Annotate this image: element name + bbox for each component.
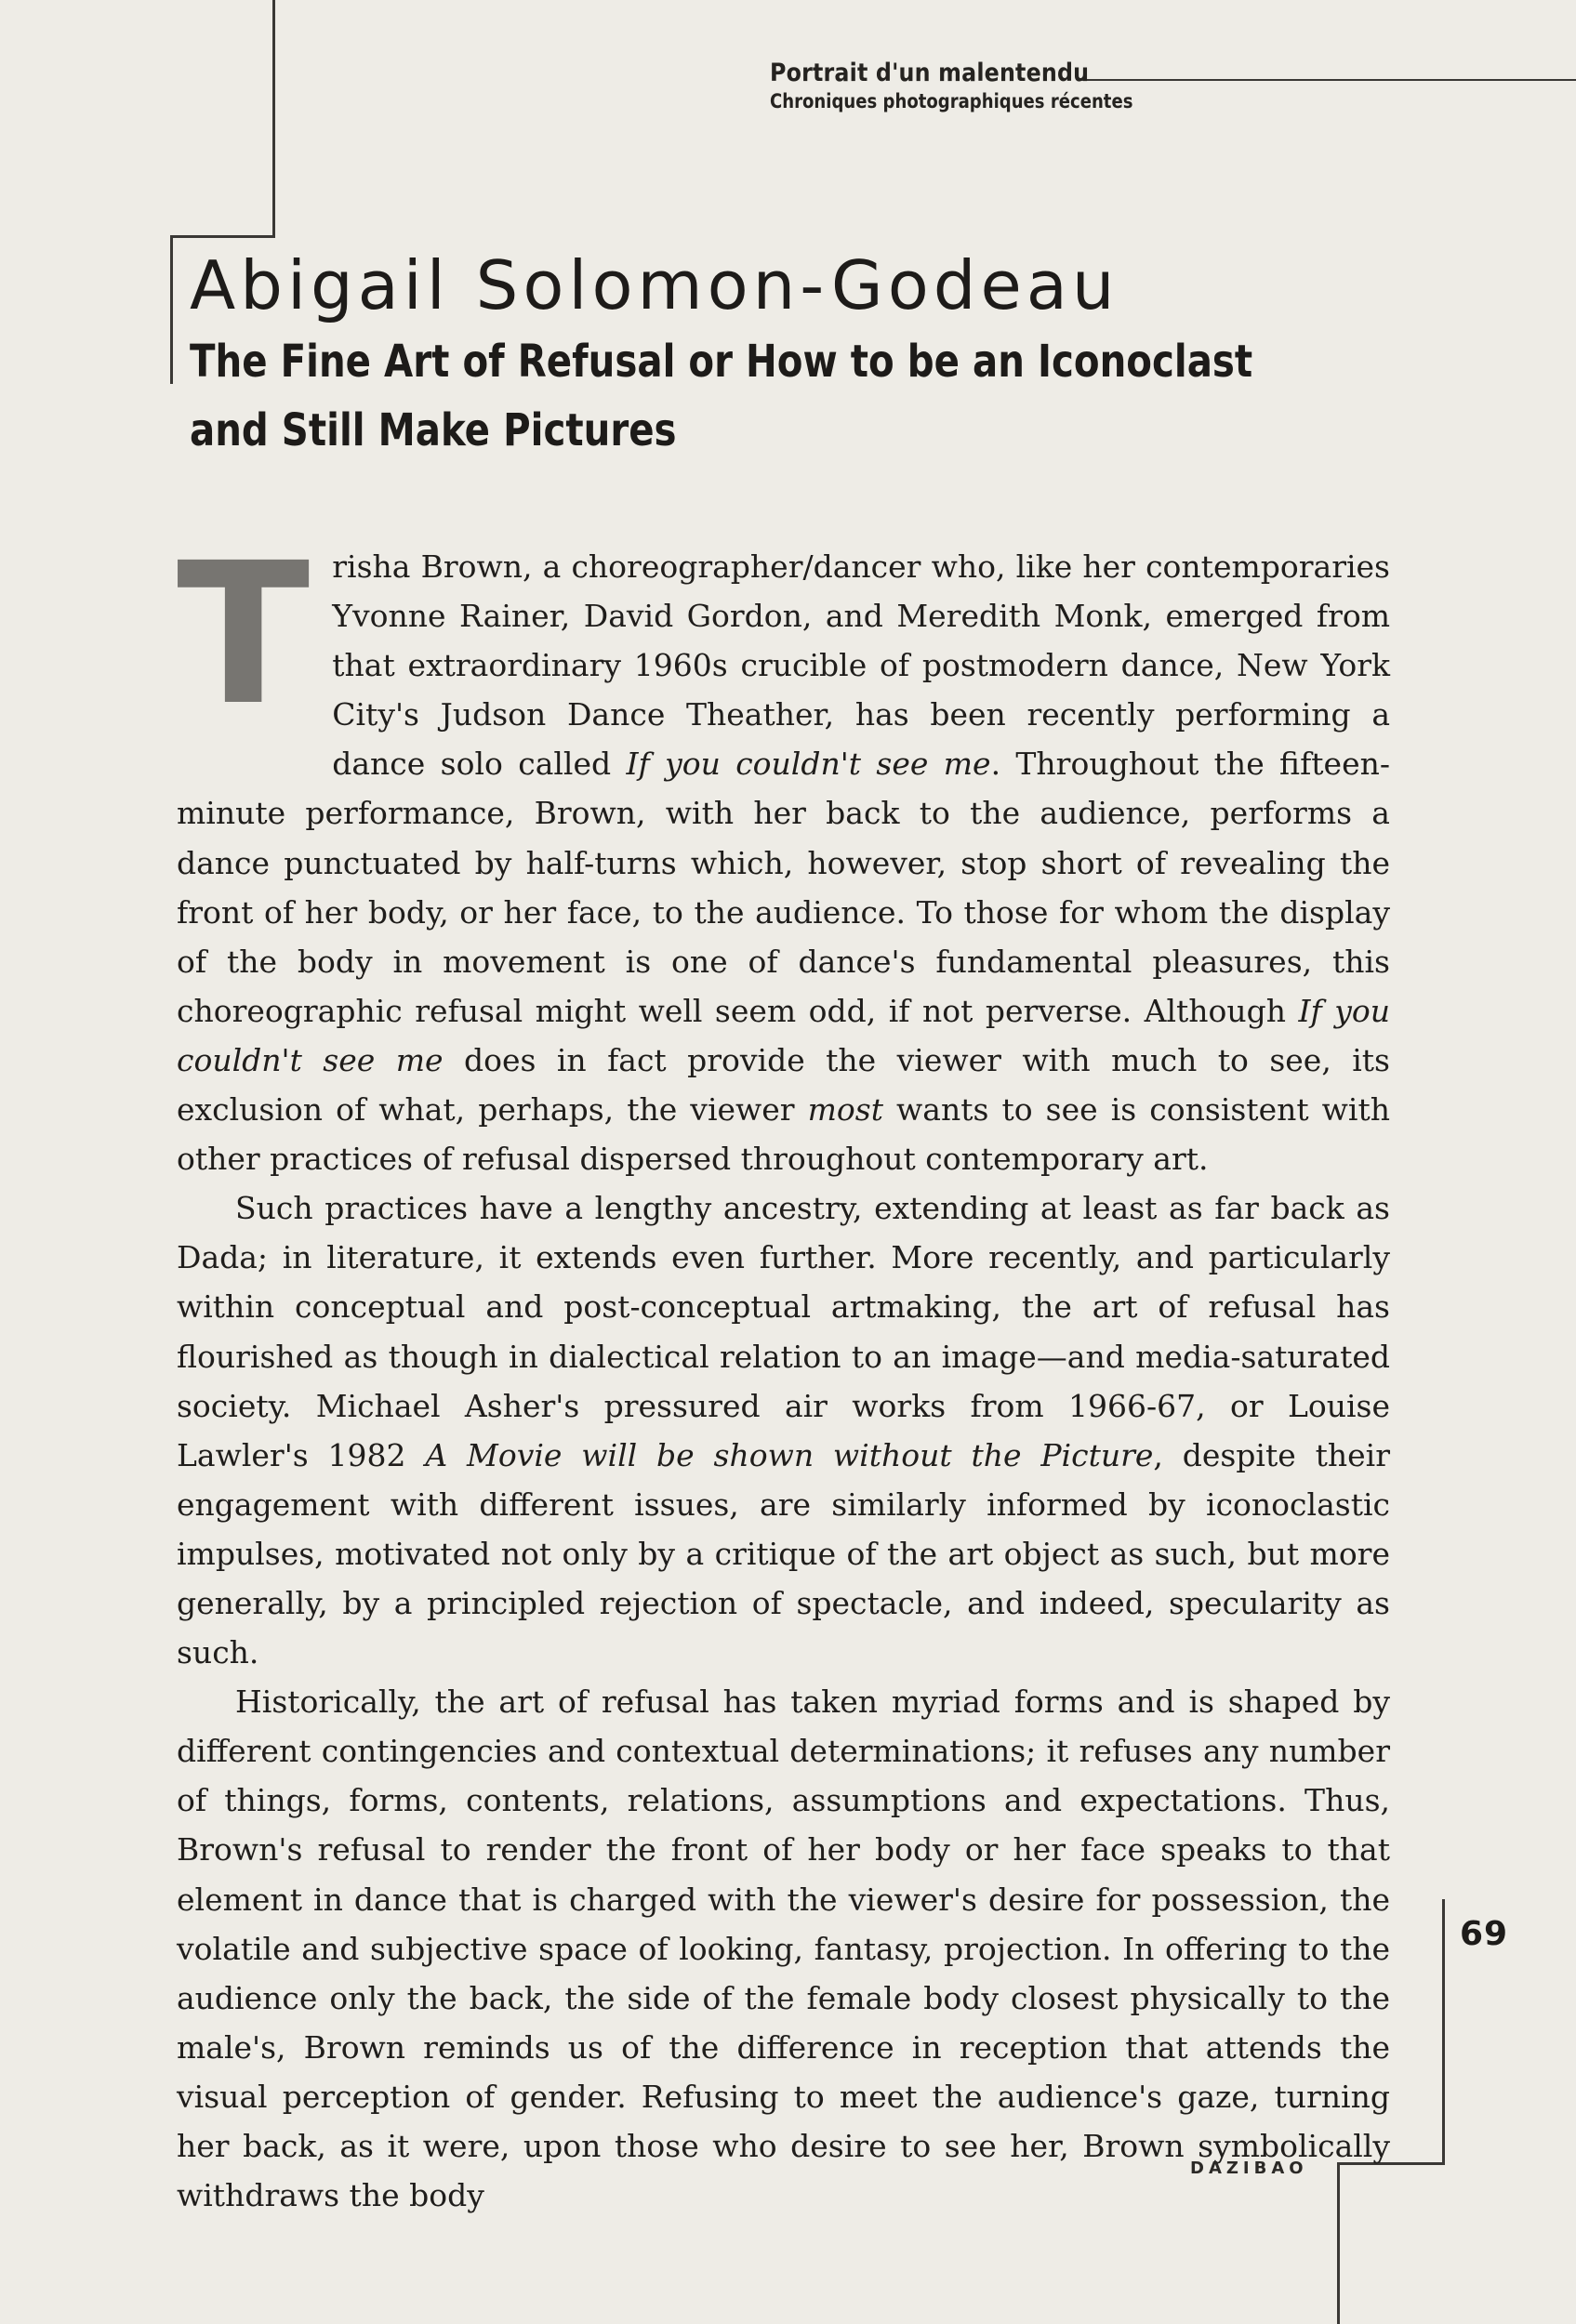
frame-rule-top-vertical	[272, 0, 275, 237]
paragraph-1	[177, 521, 1391, 1183]
article-title-line-2: and Still Make Pictures	[190, 404, 677, 456]
section-kicker-subtitle: Chroniques photographiques récentes	[770, 90, 1133, 112]
work-title-italic: A Movie will be shown without the Picture	[425, 1436, 1154, 1473]
work-title-italic: If you couldn't see me	[626, 746, 991, 783]
running-header	[770, 58, 1192, 113]
article-title-line-1: The Fine Art of Refusal or How to be an Iconoclast	[190, 336, 1253, 388]
work-title-italic: If you couldn't see me	[177, 992, 1390, 1078]
paragraph-1-text-g: wants to see is consistent with other practices of refusal dispersed throughout contemporary art.	[177, 1091, 1390, 1178]
paragraph-1-text-e: does in fact provide the viewer with much to see, its exclusion of what, perhaps, the viewer	[177, 1041, 1390, 1129]
drop-cap: T	[177, 521, 311, 748]
paragraph-1-text-c: . Throughout the fifteen-minute performance, Brown, with her back to the audience, performs a dance punctuated by half-turns which, however, stop short of revealing the front of her body, or her face, to the audience. To those for whom the display of the body in movement is one of dance's fundamental pleasures, this choreographic refusal might well seem odd, if not perverse. Although	[177, 746, 1391, 1029]
paragraph-3: Historically, the art of refusal has taken myriad forms and is shaped by different contingencies and contextual determinations; it refuses any number of things, forms, contents, relations, assumptions and expectations. Thus, Brown's refusal to render the front of her body or her face speaks to that element in dance that is charged with the viewer's desire for possession, the volatile and subjective space of looking, fantasy, projection. In offering to the audience only the back, the side of the female body closest physically to the male's, Brown reminds us of the difference in reception that attends the visual perception of gender. Refusing to meet the audience's gaze, turning her back, as it were, upon those who desire to see her, Brown symbolically withdraws the body	[177, 1684, 1390, 2214]
frame-rule-left-vertical	[170, 235, 173, 384]
frame-rule-top-horizontal	[170, 235, 275, 238]
article-body	[177, 521, 1391, 2220]
magazine-name: DAZIBAO	[1190, 2159, 1308, 2178]
paragraph-2	[177, 1183, 1390, 1677]
emphasis-italic: most	[807, 1091, 883, 1129]
article-title	[190, 327, 1252, 465]
paragraph-1-text-a: risha Brown, a choreographer/dancer who, like her contemporaries Yvonne Rainer, David Gordon, and Meredith Monk, emerged from that extraordinary 1960s crucible of postmodern dance, New York City's Judson Dance Theather, has been recently performing a dance solo called	[332, 548, 1390, 783]
paragraph-2-text-a: Such practices have a lengthy ancestry, extending at least as far back as Dada; in literature, it extends even further. More recently, and particularly within conceptual and post-conceptual artmaking, the art of refusal has flourished as though in dialectical relation to an image—and media-saturated society. Michael Asher's pressured air works from 1966-67, or Louise Lawler's 1982	[177, 1190, 1390, 1473]
article-author: Abigail Solomon-Godeau	[190, 246, 1119, 324]
page-number: 69	[1460, 1915, 1509, 1953]
paragraph-2-text-c: , despite their engagement with different issues, are similarly informed by iconoclastic impulses, motivated not only by a critique of the art object as such, but more generally, by a principled rejection of spectacle, and indeed, specularity as such.	[177, 1436, 1390, 1671]
section-kicker: Portrait d'un malentendu	[770, 59, 1090, 87]
frame-rule-right-vertical	[1442, 1899, 1445, 2165]
